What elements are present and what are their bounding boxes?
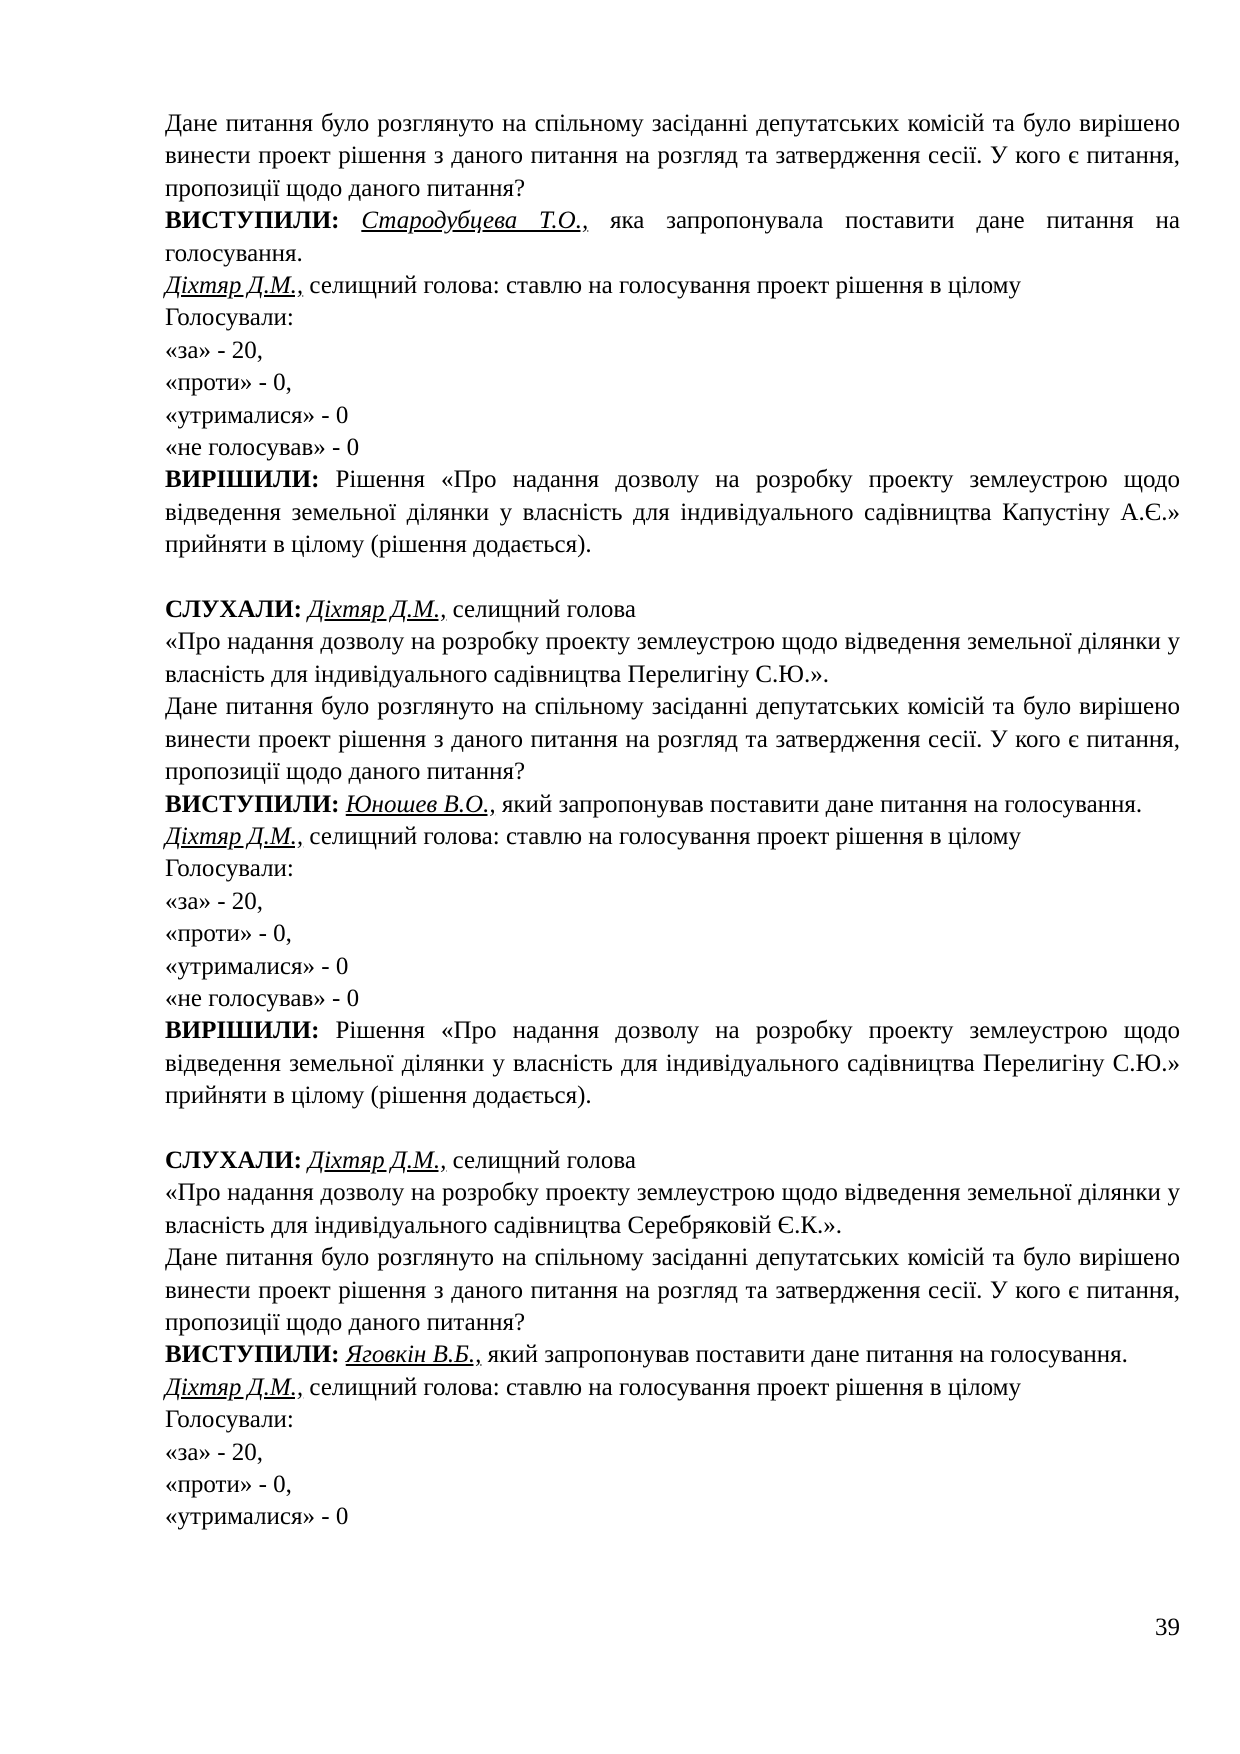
speaker-name: Яговкін В.Б., — [345, 1341, 482, 1369]
intro-paragraph: Дане питання було розглянуто на спільному засіданні депутатських комісій та було вирішено винести проект рішення з даного питання на розгляд та затвердження сесії. У кого є питання, пропозиції щодо даного питання? — [165, 1244, 1180, 1336]
spoke-paragraph — [165, 205, 1180, 270]
chair-text: селищний голова: ставлю на голосування проект рішення в цілому — [303, 1373, 1021, 1401]
chair-name: Діхтяр Д.М., — [165, 272, 304, 300]
voted-label: Голосували: — [165, 855, 294, 883]
heard-label: СЛУХАЛИ: — [165, 596, 302, 624]
vote-line: «не голосував» - 0 — [165, 434, 360, 462]
vote-line: «за» - 20, — [165, 1438, 264, 1466]
chair-paragraph — [165, 821, 1180, 853]
decided-paragraph — [165, 464, 1180, 561]
paragraph-gap — [165, 1113, 1180, 1145]
voted-label: Голосували: — [165, 1406, 294, 1434]
decided-text: Рішення «Про надання дозволу на розробку проекту землеустрою щодо відведення земельної ділянки у власність для індивідуального садівництва Перелигіну С.Ю.» прийняти в цілому (рішення додається). — [165, 1017, 1180, 1110]
spoke-text: який запропонував поставити дане питання на голосування. — [495, 790, 1143, 818]
spoke-label: ВИСТУПИЛИ: — [165, 207, 340, 235]
chair-text: селищний голова: ставлю на голосування проект рішення в цілому — [303, 272, 1021, 300]
spoke-paragraph — [165, 789, 1180, 821]
topic-paragraph: «Про надання дозволу на розробку проекту землеустрою щодо відведення земельної ділянки у власність для індивідуального садівництва Перелигіну С.Ю.». — [165, 628, 1180, 688]
paragraph-gap — [165, 562, 1180, 594]
heard-name: Діхтяр Д.М., — [308, 596, 447, 624]
vote-line: «проти» - 0, — [165, 369, 292, 397]
heard-label: СЛУХАЛИ: — [165, 1146, 302, 1174]
spoke-label: ВИСТУПИЛИ: — [165, 790, 340, 818]
heard-name: Діхтяр Д.М., — [308, 1146, 447, 1174]
heard-paragraph — [165, 1145, 1180, 1177]
voted-label: Голосували: — [165, 304, 294, 332]
decided-label: ВИРІШИЛИ: — [165, 1017, 320, 1045]
spoke-paragraph — [165, 1339, 1180, 1371]
heard-paragraph — [165, 594, 1180, 626]
vote-line: «за» - 20, — [165, 887, 264, 915]
intro-paragraph: Дане питання було розглянуто на спільному засіданні депутатських комісій та було вирішено винести проект рішення з даного питання на розгляд та затвердження сесії. У кого є питання, пропозиції щодо даного питання? — [165, 110, 1180, 202]
vote-line: «не голосував» - 0 — [165, 984, 360, 1012]
vote-line: «проти» - 0, — [165, 920, 292, 948]
spoke-label: ВИСТУПИЛИ: — [165, 1341, 340, 1369]
intro-paragraph: Дане питання було розглянуто на спільному засіданні депутатських комісій та було вирішено винести проект рішення з даного питання на розгляд та затвердження сесії. У кого є питання, пропозиції щодо даного питання? — [165, 693, 1180, 786]
spoke-text: який запропонував поставити дане питання на голосування. — [481, 1341, 1128, 1369]
decided-text: Рішення «Про надання дозволу на розробку проекту землеустрою щодо відведення земельної ділянки у власність для індивідуального садівництва Капустіну А.Є.» прийняти в цілому (рішення додається). — [165, 466, 1180, 559]
vote-line: «за» - 20, — [165, 336, 264, 364]
vote-line: «проти» - 0, — [165, 1471, 292, 1499]
document-page — [165, 108, 1180, 1534]
chair-text: селищний голова: ставлю на голосування проект рішення в цілому — [303, 822, 1021, 850]
chair-paragraph — [165, 270, 1180, 302]
chair-name: Діхтяр Д.М., — [165, 1373, 304, 1401]
topic-paragraph: «Про надання дозволу на розробку проекту землеустрою щодо відведення земельної ділянки у власність для індивідуального садівництва Серебряковій Є.К.». — [165, 1179, 1180, 1239]
vote-line: «утрималися» - 0 — [165, 401, 349, 429]
vote-line: «утрималися» - 0 — [165, 952, 349, 980]
speaker-name: Юношев В.О., — [345, 790, 496, 818]
decided-paragraph — [165, 1015, 1180, 1112]
page-number: 39 — [1155, 1614, 1180, 1641]
vote-line: «утрималися» - 0 — [165, 1503, 349, 1531]
chair-name: Діхтяр Д.М., — [165, 822, 304, 850]
chair-paragraph — [165, 1372, 1180, 1404]
speaker-name: Стародубцева Т.О., — [361, 207, 589, 235]
heard-text: селищний голова — [446, 1146, 636, 1174]
spoke-text: яка запропонувала поставити дане питання на голосування. — [165, 207, 1181, 267]
heard-text: селищний голова — [446, 596, 636, 624]
decided-label: ВИРІШИЛИ: — [165, 466, 320, 494]
